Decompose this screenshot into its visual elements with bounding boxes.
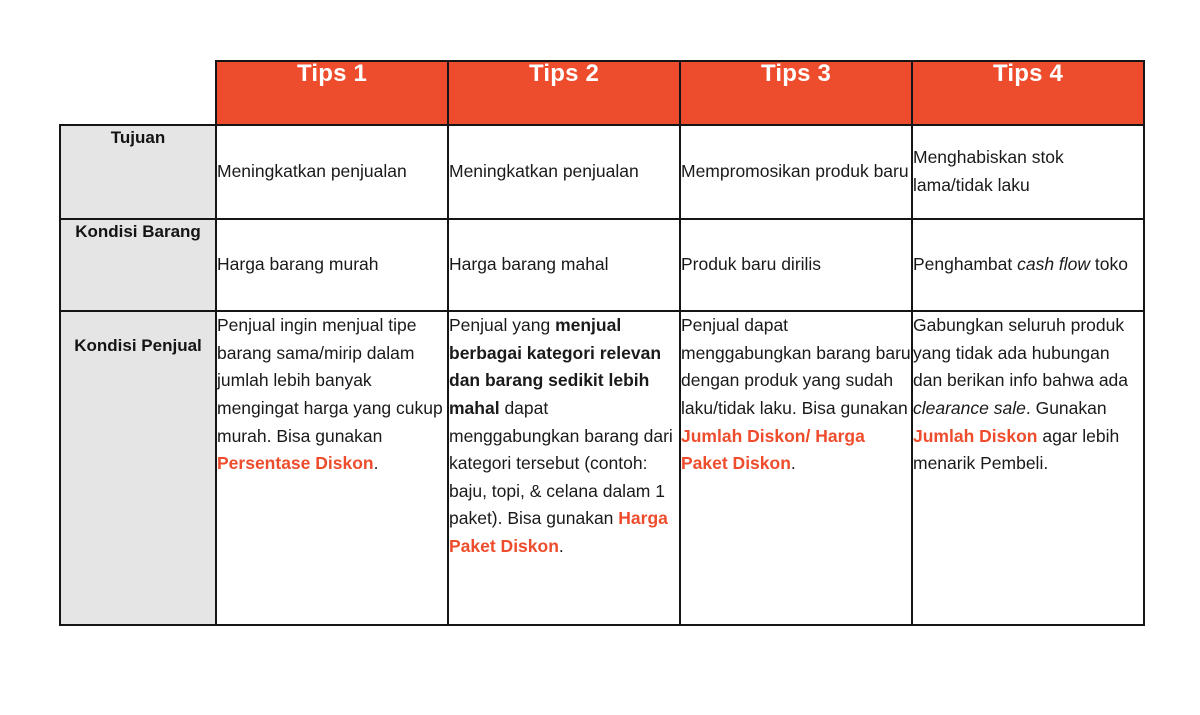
cell-text: [681, 158, 911, 186]
table-corner-cell: [60, 61, 216, 125]
row-label-text: Kondisi Barang: [75, 222, 201, 241]
column-header-tips-3: [680, 61, 912, 125]
cell-text: [681, 251, 911, 279]
row-label-text: Tujuan: [110, 128, 166, 147]
text-run-plain: .: [373, 453, 379, 474]
text-run-plain: toko: [1090, 254, 1129, 275]
cell-tujuan-tips-1: [216, 125, 448, 219]
text-run-italic: cash flow: [1017, 254, 1091, 275]
cell-text: [913, 144, 1143, 199]
column-header-tips-2: [448, 61, 680, 125]
column-header-tips-1: [216, 61, 448, 125]
text-run-orange: Persentase Diskon: [217, 453, 374, 474]
cell-text: [681, 312, 911, 478]
cell-text: [449, 251, 679, 279]
text-run-plain: Penjual yang: [449, 315, 556, 335]
text-run-plain: Gabungkan seluruh produk yang tidak ada hubungan dan berikan info bahwa ada: [913, 315, 1129, 391]
text-run-plain: Penjual dapat menggabungkan barang baru dengan produk yang sudah laku/tidak laku. Bisa gunakan: [681, 315, 911, 418]
header-row: [60, 61, 1144, 125]
table-row-tujuan: [60, 125, 1144, 219]
text-run-plain: Meningkatkan penjualan: [217, 161, 407, 182]
text-run-orange: Jumlah Diskon/ Harga Paket Diskon: [681, 425, 865, 474]
text-run-plain: .: [558, 536, 564, 557]
cell-kondisi-penjual-tips-4: [912, 311, 1144, 625]
cell-tujuan-tips-4: [912, 125, 1144, 219]
text-run-orange: Harga Paket Diskon: [449, 508, 668, 557]
text-run-plain: Harga barang mahal: [449, 254, 609, 275]
table-row-kondisi-penjual: [60, 311, 1144, 625]
text-run-plain: Meningkatkan penjualan: [449, 161, 639, 182]
cell-text: [449, 158, 679, 186]
row-label-text: Kondisi Penjual: [74, 336, 202, 355]
row-label-tujuan: [60, 125, 216, 219]
cell-text: [217, 312, 447, 478]
text-run-plain: . Gunakan: [1025, 397, 1107, 418]
tips-comparison-table: [59, 60, 1145, 626]
text-run-plain: Menghabiskan stok lama/tidak laku: [913, 147, 1064, 195]
cell-kondisi-barang-tips-1: [216, 219, 448, 311]
text-run-plain: Penjual ingin menjual tipe barang sama/mirip dalam jumlah lebih banyak mengingat harga yang cukup murah. Bisa gunakan: [217, 315, 443, 446]
row-label-kondisi-barang: [60, 219, 216, 311]
table-body: [60, 125, 1144, 625]
cell-text: [217, 251, 447, 279]
text-run-italic: clearance sale: [913, 397, 1026, 418]
text-run-plain: Mempromosikan produk baru: [681, 161, 909, 182]
row-label-kondisi-penjual: [60, 311, 216, 625]
text-run-plain: Harga barang murah: [217, 254, 379, 275]
cell-text: [217, 158, 447, 186]
cell-kondisi-barang-tips-3: [680, 219, 912, 311]
text-run-bold: menjual berbagai kategori relevan dan barang sedikit lebih mahal: [449, 315, 662, 418]
text-run-plain: Penghambat: [913, 254, 1018, 275]
cell-kondisi-penjual-tips-2: [448, 311, 680, 625]
text-run-plain: agar lebih menarik Pembeli.: [913, 425, 1120, 474]
cell-tujuan-tips-3: [680, 125, 912, 219]
cell-kondisi-penjual-tips-3: [680, 311, 912, 625]
table-row-kondisi-barang: [60, 219, 1144, 311]
text-run-orange: Jumlah Diskon: [913, 425, 1038, 446]
cell-tujuan-tips-2: [448, 125, 680, 219]
cell-kondisi-barang-tips-4: [912, 219, 1144, 311]
column-header-label: Tips 1: [296, 60, 368, 87]
cell-kondisi-barang-tips-2: [448, 219, 680, 311]
table-header: [60, 61, 1144, 125]
cell-text: [449, 312, 679, 561]
column-header-label: Tips 2: [528, 60, 600, 87]
text-run-plain: Produk baru dirilis: [681, 254, 822, 275]
cell-kondisi-penjual-tips-1: [216, 311, 448, 625]
column-header-label: Tips 3: [760, 60, 832, 87]
cell-text: [913, 312, 1143, 478]
text-run-plain: .: [790, 453, 796, 474]
text-run-plain: dapat menggabungkan barang dari kategori tersebut (contoh: baju, topi, & celana dalam 1 paket). Bisa gunakan: [449, 397, 673, 529]
column-header-label: Tips 4: [992, 60, 1064, 87]
column-header-tips-4: [912, 61, 1144, 125]
cell-text: [913, 251, 1143, 279]
